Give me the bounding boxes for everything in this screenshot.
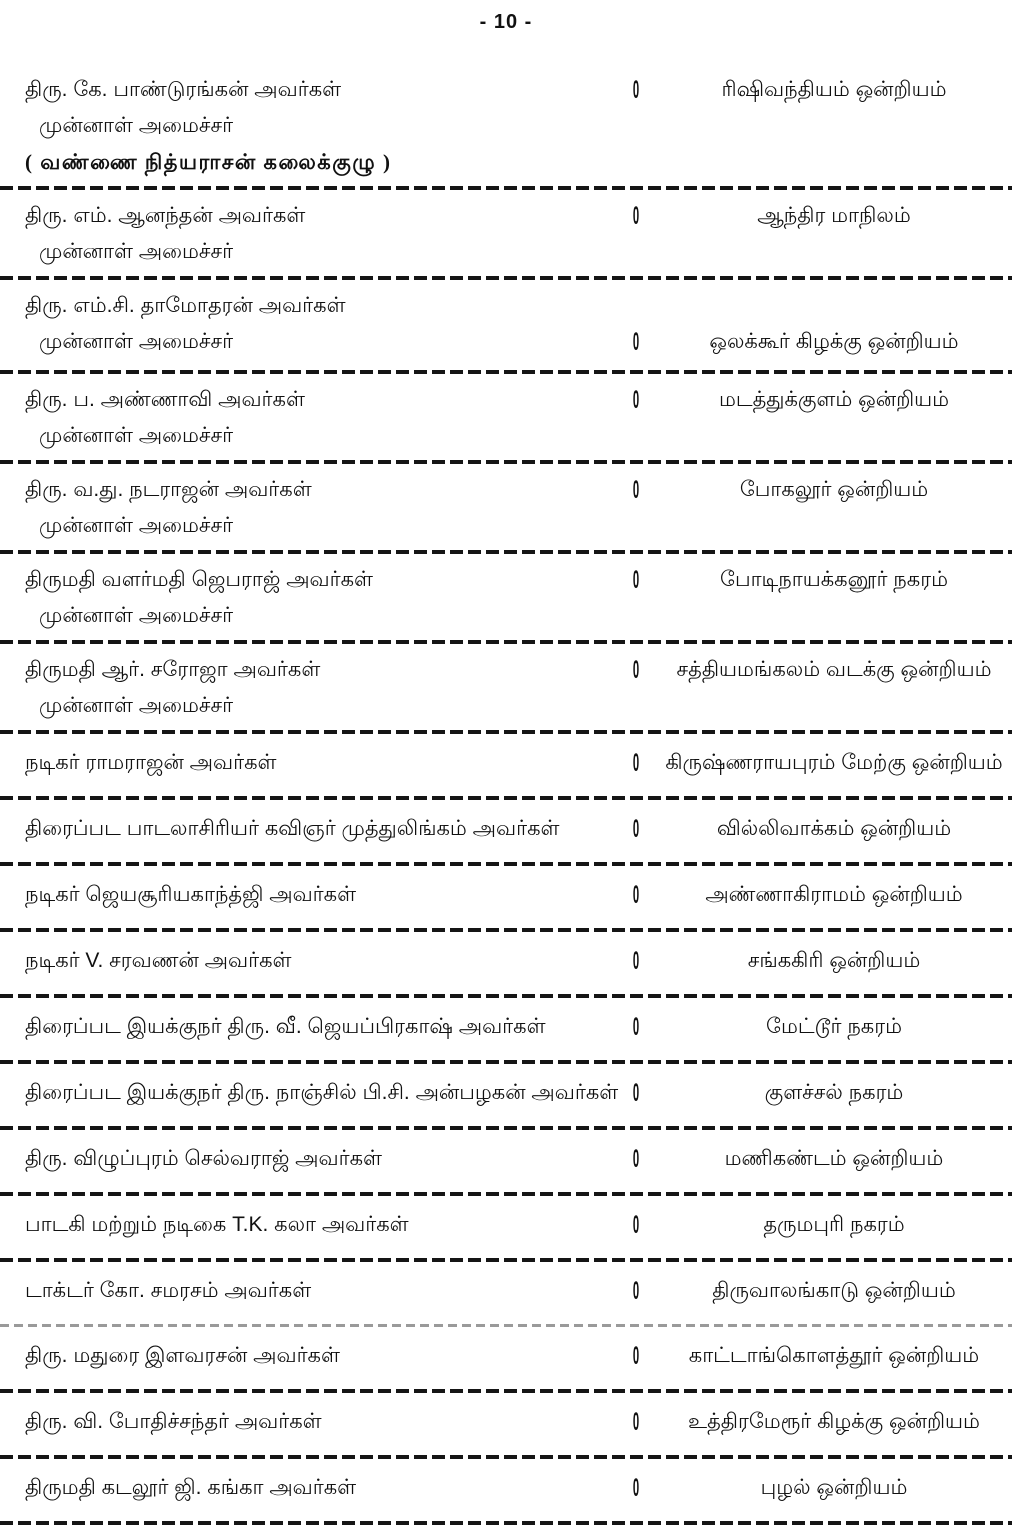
dashed-separator xyxy=(0,1126,1012,1130)
person-name-line: திரு. கே. பாண்டுரங்கன் அவர்கள் xyxy=(25,78,342,101)
person-name xyxy=(0,811,612,847)
dashed-separator xyxy=(0,796,1012,800)
row-content xyxy=(0,282,1012,368)
person-name xyxy=(0,72,612,180)
marker-column xyxy=(612,198,660,238)
zero-marker: 0 xyxy=(632,202,640,230)
marker-column xyxy=(612,811,660,851)
marker-column xyxy=(612,1207,660,1247)
place-name: சங்ககிரி ஒன்றியம் xyxy=(747,949,921,972)
zero-marker: 0 xyxy=(632,566,640,594)
dashed-separator xyxy=(0,862,1012,866)
dashed-separator xyxy=(0,640,1012,644)
person-name-line: திரு. எம். ஆனந்தன் அவர்கள் xyxy=(25,204,306,227)
person-name-line: திரு. வ.து. நடராஜன் அவர்கள் xyxy=(25,478,312,501)
table-row xyxy=(0,802,1012,866)
dashed-separator xyxy=(0,550,1012,554)
person-name-line: திரு. வி. போதிச்சந்தர் அவர்கள் xyxy=(25,1410,322,1433)
marker-column xyxy=(612,877,660,917)
table-row xyxy=(0,1132,1012,1196)
place-name: கிருஷ்ணராயபுரம் மேற்கு ஒன்றியம் xyxy=(665,751,1003,774)
row-content xyxy=(0,934,1012,992)
table-row xyxy=(0,1000,1012,1064)
zero-marker: 0 xyxy=(632,476,640,504)
dashed-separator xyxy=(0,186,1012,190)
table-row xyxy=(0,376,1012,464)
table-row xyxy=(0,556,1012,644)
zero-marker: 0 xyxy=(632,1474,640,1502)
zero-marker: 0 xyxy=(632,947,640,975)
table-row xyxy=(0,1264,1012,1327)
table-row xyxy=(0,282,1012,374)
row-content xyxy=(0,736,1012,794)
person-name xyxy=(0,1207,612,1243)
person-name-line: முன்னாள் அமைச்சர் xyxy=(39,694,234,717)
zero-marker: 0 xyxy=(632,656,640,684)
table-row xyxy=(0,1198,1012,1262)
marker-column xyxy=(612,288,660,364)
row-content xyxy=(0,1198,1012,1256)
table-row xyxy=(0,192,1012,280)
person-name xyxy=(0,1404,612,1440)
person-name-line: திரு. எம்.சி. தாமோதரன் அவர்கள் xyxy=(25,294,346,317)
marker-column xyxy=(612,1075,660,1115)
person-name-line: முன்னாள் அமைச்சர் xyxy=(39,114,234,137)
place-name: அண்ணாகிராமம் ஒன்றியம் xyxy=(705,883,963,906)
marker-column xyxy=(612,1404,660,1444)
person-name-line: திரைப்பட இயக்குநர் திரு. நாஞ்சில் பி.சி. அன்பழகன் அவர்கள் xyxy=(25,1081,619,1104)
table-row xyxy=(0,466,1012,554)
row-content xyxy=(0,66,1012,184)
page-number-header: - 10 - xyxy=(479,11,533,33)
person-name-line: முன்னாள் அமைச்சர் xyxy=(39,330,234,353)
row-content xyxy=(0,1132,1012,1190)
person-name-line: திரு. ப. அண்ணாவி அவர்கள் xyxy=(25,388,305,411)
marker-column xyxy=(612,382,660,422)
marker-column xyxy=(612,1273,660,1313)
person-name-line: முன்னாள் அமைச்சர் xyxy=(39,604,234,627)
marker-column xyxy=(612,745,660,785)
person-name-line: டாக்டர் கோ. சமரசம் அவர்கள் xyxy=(25,1279,312,1302)
marker-column xyxy=(612,652,660,692)
person-name-line: திருமதி கடலூர் ஜி. கங்கா அவர்கள் xyxy=(25,1476,357,1499)
zero-marker: 0 xyxy=(632,1013,640,1041)
dashed-separator xyxy=(0,994,1012,998)
dashed-separator xyxy=(0,928,1012,932)
person-name-line: திரு. மதுரை இளவரசன் அவர்கள் xyxy=(25,1344,340,1367)
zero-marker: 0 xyxy=(632,1342,640,1370)
row-content xyxy=(0,868,1012,926)
row-content xyxy=(0,646,1012,728)
zero-marker: 0 xyxy=(632,881,640,909)
person-name-line: முன்னாள் அமைச்சர் xyxy=(39,240,234,263)
person-name xyxy=(0,1338,612,1374)
zero-marker: 0 xyxy=(632,76,640,104)
marker-column xyxy=(612,72,660,112)
row-content xyxy=(0,1461,1012,1519)
table-row xyxy=(0,66,1012,190)
person-name xyxy=(0,1141,612,1177)
person-name xyxy=(0,198,612,270)
row-content xyxy=(0,466,1012,548)
dashed-separator xyxy=(0,1324,1012,1327)
table-row xyxy=(0,1066,1012,1130)
person-name xyxy=(0,382,612,454)
place-name: போகலூர் ஒன்றியம் xyxy=(739,478,929,501)
dashed-separator xyxy=(0,460,1012,464)
person-name xyxy=(0,288,612,360)
zero-marker: 0 xyxy=(632,1408,640,1436)
table-row xyxy=(0,868,1012,932)
dashed-separator xyxy=(0,1521,1012,1525)
person-name-line: நடிகர் ஜெயசூரியகாந்த்ஜி அவர்கள் xyxy=(25,883,357,906)
table-row xyxy=(0,934,1012,998)
dashed-separator xyxy=(0,1389,1012,1393)
dashed-separator xyxy=(0,1060,1012,1064)
row-content xyxy=(0,1264,1012,1322)
row-content xyxy=(0,192,1012,274)
zero-marker: 0 xyxy=(632,815,640,843)
dashed-separator xyxy=(0,730,1012,734)
person-name-line: முன்னாள் அமைச்சர் xyxy=(39,424,234,447)
marker-column xyxy=(612,943,660,983)
person-name-line: நடிகர் V. சரவணன் அவர்கள் xyxy=(25,949,292,972)
zero-marker: 0 xyxy=(632,1277,640,1305)
zero-marker: 0 xyxy=(632,1079,640,1107)
person-name-line: திரைப்பட இயக்குநர் திரு. வீ. ஜெயப்பிரகாஷ் அவர்கள் xyxy=(25,1015,546,1038)
place-name: மடத்துக்குளம் ஒன்றியம் xyxy=(718,388,950,411)
row-content xyxy=(0,1329,1012,1387)
place-name: உத்திரமேரூர் கிழக்கு ஒன்றியம் xyxy=(688,1410,980,1433)
place-name: திருவாலங்காடு ஒன்றியம் xyxy=(712,1279,956,1302)
row-content xyxy=(0,1000,1012,1058)
place-name: ஆந்திர மாநிலம் xyxy=(757,204,911,227)
person-name-line: பாடகி மற்றும் நடிகை T.K. கலா அவர்கள் xyxy=(25,1213,409,1236)
marker-column xyxy=(612,1009,660,1049)
marker-column xyxy=(612,562,660,602)
row-content xyxy=(0,1066,1012,1124)
table-row xyxy=(0,1461,1012,1525)
place-name: வில்லிவாக்கம் ஒன்றியம் xyxy=(716,817,952,840)
table-row xyxy=(0,736,1012,800)
person-name-line: முன்னாள் அமைச்சர் xyxy=(39,514,234,537)
row-content xyxy=(0,802,1012,860)
person-name xyxy=(0,652,612,724)
marker-column xyxy=(612,472,660,512)
table-row xyxy=(0,1329,1012,1393)
row-content xyxy=(0,556,1012,638)
zero-marker: 0 xyxy=(632,328,640,356)
dashed-separator xyxy=(0,1455,1012,1459)
zero-marker: 0 xyxy=(632,749,640,777)
person-name xyxy=(0,562,612,634)
table-row xyxy=(0,1395,1012,1459)
zero-marker: 0 xyxy=(632,1145,640,1173)
zero-marker: 0 xyxy=(632,386,640,414)
place-name: ரிஷிவந்தியம் ஒன்றியம் xyxy=(721,78,947,101)
marker-column xyxy=(612,1141,660,1181)
dashed-separator xyxy=(0,276,1012,280)
dashed-separator xyxy=(0,1258,1012,1262)
dashed-separator xyxy=(0,1192,1012,1196)
person-name xyxy=(0,1470,612,1506)
place-name: மேட்டூர் நகரம் xyxy=(766,1015,902,1038)
rows-list xyxy=(0,66,1012,1525)
row-content xyxy=(0,1395,1012,1453)
place-name: தருமபுரி நகரம் xyxy=(763,1213,905,1236)
place-name: சத்தியமங்கலம் வடக்கு ஒன்றியம் xyxy=(676,658,992,681)
person-name-line: நடிகர் ராமராஜன் அவர்கள் xyxy=(25,751,277,774)
place-name: போடிநாயக்கனூர் நகரம் xyxy=(720,568,948,591)
place-name: குளச்சல் நகரம் xyxy=(764,1081,904,1104)
person-name xyxy=(0,472,612,544)
table-row xyxy=(0,646,1012,734)
marker-column xyxy=(612,1338,660,1378)
place-name: காட்டாங்கொளத்தூர் ஒன்றியம் xyxy=(688,1344,980,1367)
person-name xyxy=(0,1273,612,1309)
person-name xyxy=(0,1075,619,1111)
person-name xyxy=(0,745,612,781)
person-name xyxy=(0,877,612,913)
place-name: புழல் ஒன்றியம் xyxy=(760,1476,908,1499)
place-name: ஒலக்கூர் கிழக்கு ஒன்றியம் xyxy=(709,330,959,353)
zero-marker: 0 xyxy=(632,1211,640,1239)
person-name-line: திருமதி வளர்மதி ஜெபராஜ் அவர்கள் xyxy=(25,568,374,591)
place-name: மணிகண்டம் ஒன்றியம் xyxy=(724,1147,944,1170)
person-name-line: திரைப்பட பாடலாசிரியர் கவிஞர் முத்துலிங்கம் அவர்கள் xyxy=(25,817,560,840)
dashed-separator xyxy=(0,370,1012,374)
person-name xyxy=(0,1009,612,1045)
row-content xyxy=(0,376,1012,458)
person-name xyxy=(0,943,612,979)
person-name-line: திருமதி ஆர். சரோஜா அவர்கள் xyxy=(25,658,321,681)
marker-column xyxy=(612,1470,660,1510)
person-name-line: திரு. விழுப்புரம் செல்வராஜ் அவர்கள் xyxy=(25,1147,382,1170)
troupe-note: ( வண்ணை நித்யராசன் கலைக்குழு ) xyxy=(25,150,392,174)
